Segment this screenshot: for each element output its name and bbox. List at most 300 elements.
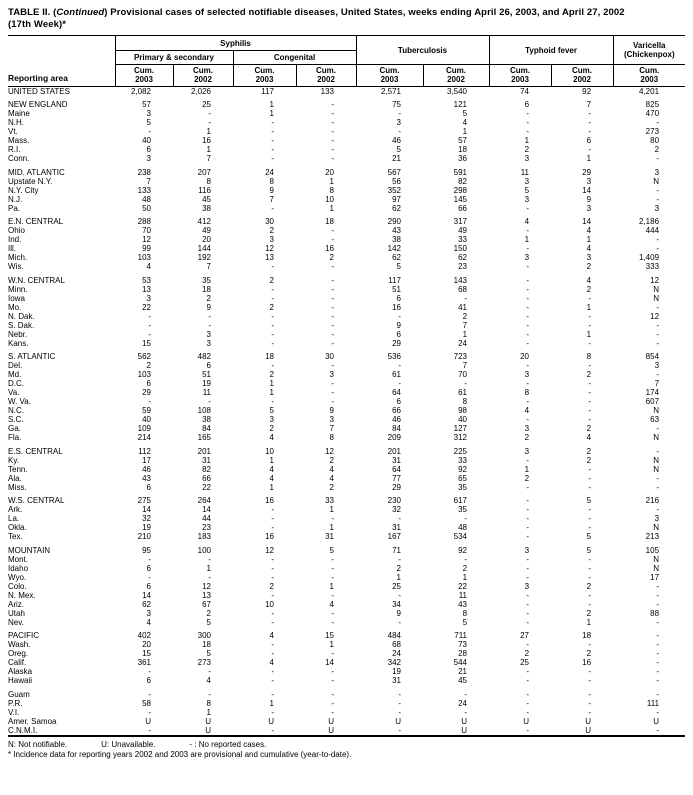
value-cell: 21 <box>392 154 401 164</box>
value-cell: - <box>526 293 530 303</box>
value-cell: 3 <box>524 581 530 591</box>
value-cell: - <box>398 617 401 627</box>
value-cell: 35 <box>202 275 211 285</box>
value-cell: - <box>656 482 660 492</box>
value-cell: U <box>523 716 530 726</box>
value-cell: - <box>331 118 334 128</box>
value-cell: 617 <box>453 496 468 506</box>
value-cell: 607 <box>645 397 660 407</box>
reporting-area-cell: V.I. <box>8 707 20 717</box>
reporting-area-cell: Wyo. <box>8 572 27 582</box>
value-cell: 2 <box>269 302 274 312</box>
value-cell: 61 <box>458 388 468 398</box>
reporting-area-cell: S. ATLANTIC <box>8 352 56 362</box>
value-cell: N <box>653 293 660 303</box>
value-cell: 15 <box>142 338 151 348</box>
table-body <box>8 86 685 736</box>
value-cell: 1 <box>586 329 592 339</box>
value-cell: - <box>331 563 334 573</box>
reporting-area-cell: Okla. <box>8 523 27 533</box>
value-cell: - <box>208 311 211 321</box>
value-cell: 21 <box>458 667 468 677</box>
value-cell: 28 <box>458 649 468 659</box>
value-cell: - <box>331 136 334 146</box>
value-cell: - <box>148 320 151 330</box>
value-cell: 57 <box>458 136 468 146</box>
value-cell: - <box>331 311 334 321</box>
value-cell: 70 <box>458 370 468 380</box>
value-cell: 3 <box>146 608 151 618</box>
value-cell: - <box>331 293 334 303</box>
value-cell: 58 <box>142 698 151 708</box>
value-cell: 8 <box>586 352 592 362</box>
value-cell: 207 <box>197 167 211 177</box>
value-cell: - <box>588 338 592 348</box>
value-cell: 5 <box>586 545 592 555</box>
value-cell: - <box>331 329 334 339</box>
title-line2: (17th Week)* <box>8 18 67 30</box>
value-cell: 5 <box>462 617 468 627</box>
value-cell: 1 <box>524 136 530 146</box>
value-cell: 12 <box>650 311 660 321</box>
value-cell: 4 <box>586 244 592 254</box>
value-cell: 20 <box>325 167 334 177</box>
value-cell: - <box>588 676 592 686</box>
value-cell: 8 <box>329 185 334 195</box>
reporting-area-cell: Mo. <box>8 302 22 312</box>
cum-2003-header-varicella: Cum. 2003 <box>613 65 685 86</box>
value-cell: 10 <box>265 599 274 609</box>
value-cell: U <box>268 716 274 726</box>
value-cell: 2 <box>586 446 592 456</box>
value-cell: 14 <box>142 590 151 600</box>
value-cell: 854 <box>645 352 660 362</box>
value-cell: - <box>656 658 660 668</box>
value-cell: - <box>271 676 274 686</box>
value-cell: 5 <box>146 118 151 128</box>
value-cell: 1 <box>269 698 274 708</box>
value-cell: - <box>526 397 530 407</box>
value-cell: - <box>526 505 530 515</box>
reporting-area-cell: D.C. <box>8 379 24 389</box>
value-cell: 117 <box>388 275 401 285</box>
value-cell: - <box>271 127 274 137</box>
value-cell: 31 <box>392 455 401 465</box>
value-cell: 5 <box>586 496 592 506</box>
reporting-area-cell: NEW ENGLAND <box>8 100 68 110</box>
value-cell: 70 <box>142 226 151 236</box>
value-cell: - <box>656 320 660 330</box>
value-cell: - <box>656 689 660 699</box>
value-cell: - <box>526 226 530 236</box>
tuberculosis-group-header: Tuberculosis <box>356 36 489 65</box>
value-cell: 312 <box>453 433 468 443</box>
value-cell: - <box>331 109 334 119</box>
value-cell: 591 <box>453 167 468 177</box>
value-cell: 13 <box>265 253 274 263</box>
table-row <box>8 523 685 532</box>
table-row <box>8 415 685 424</box>
value-cell: 2 <box>269 226 274 236</box>
value-cell: N <box>653 563 660 573</box>
value-cell: - <box>271 262 274 272</box>
value-cell: - <box>271 590 274 600</box>
value-cell: 2 <box>586 262 592 272</box>
value-cell: 4 <box>269 433 274 443</box>
value-cell: - <box>208 572 211 582</box>
value-cell: 117 <box>261 86 274 96</box>
table-row <box>8 244 685 253</box>
cum-2003-header-syphilis-ps: Cum. 2003 <box>115 65 173 86</box>
value-cell: 8 <box>462 608 468 618</box>
value-cell: 3 <box>524 370 530 380</box>
value-cell: - <box>271 505 274 515</box>
value-cell: U <box>585 725 592 735</box>
reporting-area-cell: N.C. <box>8 406 24 416</box>
value-cell: 35 <box>458 482 468 492</box>
value-cell: 43 <box>392 226 401 236</box>
reporting-area-cell: Colo. <box>8 581 27 591</box>
footnote-n: N: Not notifiable. <box>8 739 68 749</box>
value-cell: - <box>526 415 530 425</box>
table-row <box>8 397 685 406</box>
value-cell: - <box>464 514 468 524</box>
value-cell: - <box>526 572 530 582</box>
value-cell: 2 <box>146 361 151 371</box>
value-cell: 49 <box>458 226 468 236</box>
value-cell: - <box>526 203 530 213</box>
value-cell: 62 <box>392 203 401 213</box>
reporting-area-cell: Iowa <box>8 293 25 303</box>
value-cell: 412 <box>197 217 211 227</box>
table-row <box>8 361 685 370</box>
value-cell: U <box>205 725 211 735</box>
value-cell: 108 <box>197 406 211 416</box>
value-cell: - <box>271 311 274 321</box>
value-cell: 3 <box>524 446 530 456</box>
value-cell: - <box>588 505 592 515</box>
value-cell: - <box>331 590 334 600</box>
value-cell: 2 <box>329 253 334 263</box>
table-row <box>8 145 685 154</box>
reporting-area-cell: UNITED STATES <box>8 86 70 96</box>
value-cell: - <box>656 676 660 686</box>
value-cell: - <box>464 379 468 389</box>
value-cell: N <box>653 464 660 474</box>
value-cell: 238 <box>137 167 151 177</box>
value-cell: U <box>461 716 468 726</box>
value-cell: 3 <box>396 118 401 128</box>
value-cell: 18 <box>265 352 274 362</box>
value-cell: - <box>588 109 592 119</box>
table-row <box>8 253 685 262</box>
value-cell: - <box>588 293 592 303</box>
value-cell: 84 <box>202 424 211 434</box>
value-cell: 4 <box>329 464 334 474</box>
value-cell: 1 <box>329 523 334 533</box>
reporting-area-cell: Calif. <box>8 658 27 668</box>
value-cell: 13 <box>202 590 211 600</box>
table-row <box>8 154 685 163</box>
value-cell: 1 <box>329 505 334 515</box>
value-cell: - <box>656 617 660 627</box>
value-cell: 2 <box>206 293 211 303</box>
value-cell: 80 <box>650 136 660 146</box>
table-row <box>8 465 685 474</box>
reporting-area-cell: Tenn. <box>8 464 28 474</box>
table-row <box>8 676 685 685</box>
value-cell: - <box>398 725 401 735</box>
value-cell: 3 <box>586 176 592 186</box>
value-cell: 352 <box>387 185 401 195</box>
reporting-area-cell: Va. <box>8 388 20 398</box>
value-cell: 31 <box>325 532 334 542</box>
value-cell: - <box>588 599 592 609</box>
value-cell: - <box>656 185 660 195</box>
value-cell: 1 <box>586 235 592 245</box>
value-cell: 16 <box>265 496 274 506</box>
table-row <box>8 177 685 186</box>
value-cell: 11 <box>520 167 530 177</box>
value-cell: - <box>208 397 211 407</box>
value-cell: 20 <box>520 352 530 362</box>
value-cell: 3 <box>654 167 660 177</box>
value-cell: 2,186 <box>639 217 660 227</box>
value-cell: 31 <box>202 455 211 465</box>
value-cell: 17 <box>142 455 151 465</box>
value-cell: 31 <box>392 676 401 686</box>
value-cell: 24 <box>458 338 468 348</box>
reporting-area-cell: Miss. <box>8 482 27 492</box>
value-cell: U <box>205 716 211 726</box>
reporting-area-cell: Mich. <box>8 253 28 263</box>
value-cell: - <box>526 667 530 677</box>
value-cell: - <box>526 608 530 618</box>
value-cell: 6 <box>146 581 151 591</box>
table-row <box>8 217 685 226</box>
table-row <box>8 276 685 285</box>
reporting-area-cell: E.S. CENTRAL <box>8 446 63 456</box>
value-cell: 2 <box>586 581 592 591</box>
value-cell: 7 <box>654 379 660 389</box>
value-cell: 7 <box>586 100 592 110</box>
value-cell: 225 <box>453 446 468 456</box>
value-cell: - <box>331 235 334 245</box>
value-cell: 66 <box>458 203 468 213</box>
value-cell: U <box>145 716 151 726</box>
value-cell: 6 <box>146 563 151 573</box>
value-cell: - <box>271 329 274 339</box>
value-cell: 5 <box>206 617 211 627</box>
value-cell: - <box>398 554 401 564</box>
value-cell: U <box>461 725 468 735</box>
table-row <box>8 352 685 361</box>
value-cell: 100 <box>197 545 211 555</box>
value-cell: 18 <box>325 217 334 227</box>
value-cell: - <box>398 379 401 389</box>
table-row <box>8 600 685 609</box>
value-cell: 19 <box>392 667 401 677</box>
table-row <box>8 573 685 582</box>
value-cell: - <box>271 284 274 294</box>
value-cell: 18 <box>202 640 211 650</box>
table-row <box>8 496 685 505</box>
value-cell: - <box>656 707 660 717</box>
value-cell: 17 <box>650 572 660 582</box>
value-cell: - <box>588 698 592 708</box>
value-cell: 3 <box>524 424 530 434</box>
table-row <box>8 564 685 573</box>
value-cell: - <box>148 725 151 735</box>
table-row <box>8 649 685 658</box>
value-cell: 1 <box>269 482 274 492</box>
value-cell: 8 <box>206 176 211 186</box>
value-cell: 11 <box>202 388 211 398</box>
value-cell: 7 <box>146 176 151 186</box>
value-cell: 33 <box>458 235 468 245</box>
value-cell: 43 <box>458 599 468 609</box>
value-cell: 33 <box>458 455 468 465</box>
title-continued: Continued <box>56 7 105 18</box>
value-cell: 12 <box>202 581 211 591</box>
value-cell: 62 <box>458 253 468 263</box>
value-cell: - <box>271 338 274 348</box>
value-cell: N <box>653 284 660 294</box>
footnote-u: U: Unavailable. <box>101 739 156 749</box>
value-cell: 4,201 <box>639 86 660 96</box>
value-cell: 1 <box>206 145 211 155</box>
reporting-area-cell: MID. ATLANTIC <box>8 167 65 177</box>
value-cell: 25 <box>202 100 211 110</box>
cum-2002-header-congenital: Cum. 2002 <box>296 65 356 86</box>
value-cell: 32 <box>142 514 151 524</box>
value-cell: - <box>656 194 660 204</box>
value-cell: - <box>148 397 151 407</box>
value-cell: 3 <box>524 545 530 555</box>
value-cell: 567 <box>387 167 401 177</box>
value-cell: 34 <box>392 599 401 609</box>
value-cell: 216 <box>645 496 660 506</box>
table-row <box>8 514 685 523</box>
value-cell: - <box>656 302 660 312</box>
value-cell: - <box>331 275 334 285</box>
value-cell: - <box>526 599 530 609</box>
value-cell: - <box>526 590 530 600</box>
value-cell: - <box>526 725 530 735</box>
value-cell: - <box>526 320 530 330</box>
value-cell: 1 <box>586 617 592 627</box>
value-cell: - <box>526 563 530 573</box>
value-cell: - <box>656 329 660 339</box>
notifiable-diseases-table <box>8 35 685 736</box>
value-cell: 484 <box>387 631 401 641</box>
value-cell: - <box>398 361 401 371</box>
reporting-area-cell: Ohio <box>8 226 25 236</box>
value-cell: 2 <box>586 424 592 434</box>
value-cell: 2 <box>654 145 660 155</box>
value-cell: 75 <box>392 100 401 110</box>
value-cell: 98 <box>458 406 468 416</box>
value-cell: - <box>526 514 530 524</box>
varicella-group-header: Varicella (Chickenpox) <box>613 36 685 65</box>
value-cell: - <box>398 311 401 321</box>
footnotes <box>8 740 685 761</box>
value-cell: 3 <box>206 329 211 339</box>
value-cell: 1 <box>524 464 530 474</box>
value-cell: - <box>526 455 530 465</box>
value-cell: - <box>526 302 530 312</box>
value-cell: - <box>398 590 401 600</box>
value-cell: 288 <box>137 217 151 227</box>
reporting-area-cell: N.Y. City <box>8 185 39 195</box>
table-row <box>8 339 685 348</box>
value-cell: 53 <box>142 275 151 285</box>
value-cell: 214 <box>137 433 151 443</box>
value-cell: 3 <box>269 415 274 425</box>
table-row <box>8 447 685 456</box>
reporting-area-cell: Pa. <box>8 203 21 213</box>
value-cell: 1 <box>269 455 274 465</box>
value-cell: 1,409 <box>639 253 660 263</box>
table-row <box>8 136 685 145</box>
table-row <box>8 235 685 244</box>
value-cell: 68 <box>458 284 468 294</box>
value-cell: 183 <box>197 532 211 542</box>
table-row <box>8 262 685 271</box>
value-cell: - <box>526 361 530 371</box>
value-cell: 16 <box>392 302 401 312</box>
value-cell: - <box>588 554 592 564</box>
value-cell: 4 <box>462 118 468 128</box>
value-cell: 9 <box>329 406 334 416</box>
value-cell: 92 <box>458 464 468 474</box>
value-cell: 14 <box>202 505 211 515</box>
value-cell: 46 <box>142 464 151 474</box>
reporting-area-cell: S. Dak. <box>8 320 35 330</box>
value-cell: - <box>148 554 151 564</box>
value-cell: - <box>526 617 530 627</box>
value-cell: 105 <box>645 545 660 555</box>
value-cell: - <box>331 554 334 564</box>
value-cell: - <box>526 640 530 650</box>
value-cell: 32 <box>392 505 401 515</box>
value-cell: 63 <box>650 415 660 425</box>
table-row <box>8 168 685 177</box>
reporting-area-cell: Minn. <box>8 284 28 294</box>
value-cell: - <box>588 689 592 699</box>
table-row <box>8 717 685 726</box>
value-cell: 2 <box>586 649 592 659</box>
table-row <box>8 303 685 312</box>
value-cell: - <box>526 676 530 686</box>
table-row <box>8 379 685 388</box>
value-cell: 4 <box>329 599 334 609</box>
value-cell: 59 <box>142 406 151 416</box>
value-cell: 51 <box>202 370 211 380</box>
value-cell: - <box>526 284 530 294</box>
value-cell: 38 <box>202 415 211 425</box>
table-row <box>8 388 685 397</box>
value-cell: 317 <box>453 217 468 227</box>
table-row <box>8 100 685 109</box>
value-cell: U <box>328 716 334 726</box>
value-cell: - <box>588 640 592 650</box>
value-cell: 5 <box>206 649 211 659</box>
value-cell: - <box>464 689 468 699</box>
value-cell: 64 <box>392 464 401 474</box>
value-cell: - <box>208 320 211 330</box>
value-cell: 99 <box>142 244 151 254</box>
